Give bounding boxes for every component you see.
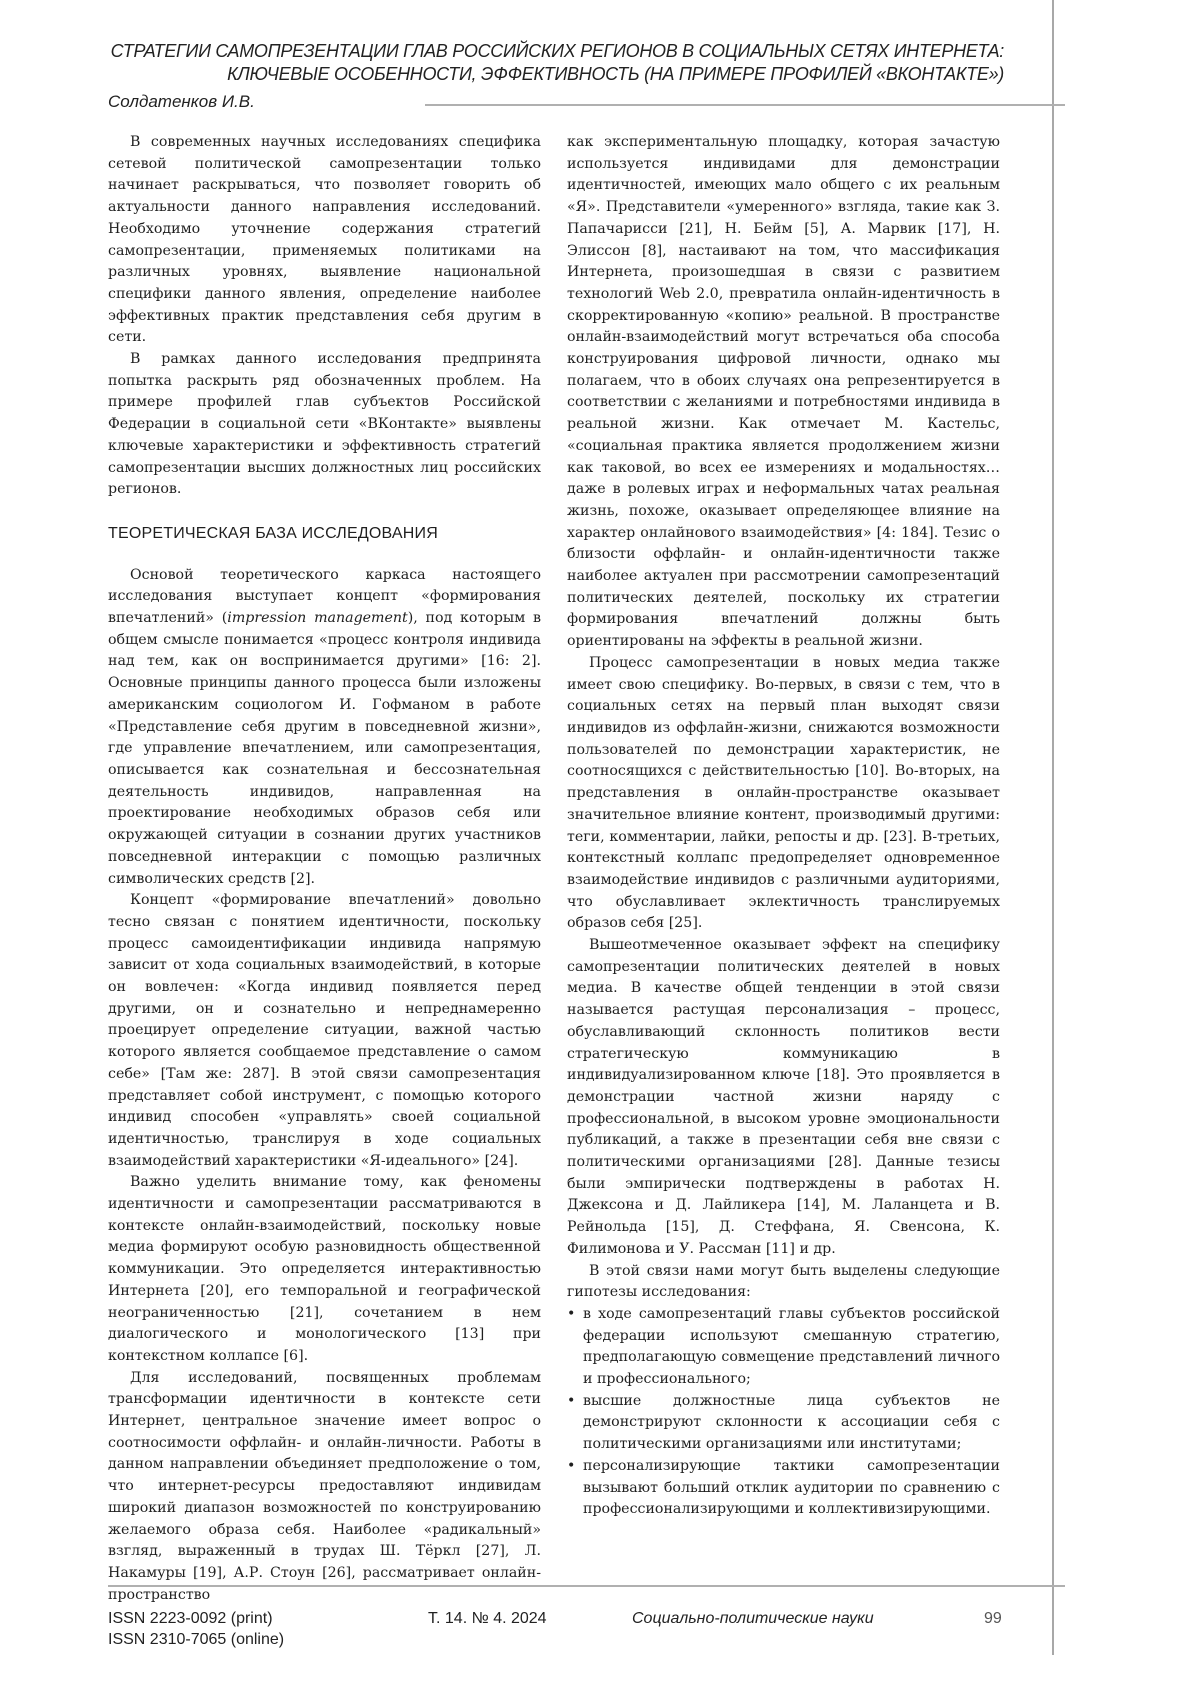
margin-vertical-rule — [1052, 0, 1054, 1655]
list-item-text: высшие должностные лица субъектов не демонстрируют склонности к ассоциации себя с политическими организациями или институтами; — [583, 1393, 1000, 1452]
list-item-text: персонализирующие тактики самопрезентации вызывают больший отклик аудитории по сравнению с профессионализирующими и коллективизирующими. — [583, 1458, 1000, 1517]
list-item — [567, 1304, 1000, 1391]
paragraph: В современных научных исследованиях специфика сетевой политической самопрезентации только начинает раскрываться, что позволяет говорить об актуальности данного направления исследований. Необходимо уточнение содержания стратегий самопрезентации, применяемых политиками на различных уровнях, выявление национальной специфики данного явления, определение наиболее эффективных практик представления себя другим в сети. — [108, 132, 541, 349]
paragraph: Важно уделить внимание тому, как феномены идентичности и самопрезентации рассматриваются в контексте онлайн-взаимодействий, поскольку новые медиа формируют особую разновидность общественной коммуникации. Это определяется интерактивностью Интернета [20], его темпоральной и географической неограниченностью [21], сочетанием в нем диалогического и монологического [13] при контекстном коллапсе [6]. — [108, 1172, 541, 1367]
issn-online: ISSN 2310-7065 (online) — [108, 1629, 284, 1650]
paragraph: В этой связи нами могут быть выделены следующие гипотезы исследования: — [567, 1261, 1000, 1304]
paragraph: Для исследований, посвященных проблемам трансформации идентичности в контексте сети Интернет, центральное значение имеет вопрос о соотносимости оффлайн- и онлайн-личности. Работы в данном направлении объединяет предположение о том, что интернет-ресурсы предоставляют индивидам широкий диапазон возможностей по конструированию желаемого образа себя. Наиболее «радикальный» взгляд, выраженный в трудах Ш. Тёркл [27], Л. Накамуры [19], А.Р. Стоун [26], рассматривает онлайн-пространство — [108, 1368, 541, 1607]
footer-journal-name: Социально-политические науки — [632, 1608, 874, 1629]
issn-print: ISSN 2223-0092 (print) — [108, 1608, 284, 1629]
bullet-icon: • — [567, 1391, 575, 1413]
bullet-icon: • — [567, 1304, 575, 1326]
list-item — [567, 1456, 1000, 1521]
left-column — [108, 132, 541, 1606]
paragraph: В рамках данного исследования предпринята попытка раскрыть ряд обозначенных проблем. На примере профилей глав субъектов Российской Федерации в социальной сети «ВКонтакте» выявлены ключевые характеристики и эффективность стратегий самопрезентации высших должностных лиц российских регионов. — [108, 349, 541, 501]
paragraph: Вышеотмеченное оказывает эффект на специфику самопрезентации политических деятелей в новых медиа. В качестве общей тенденции в этой связи называется растущая персонализация – процесс, обуславливающий склонность политиков вести стратегическую коммуникацию в индивидуализированном ключе [18]. Это проявляется в демонстрации частной жизни наряду с профессиональной, в высоком уровне эмоциональности публикаций, а также в презентации себя вне связи с политическими организациями [28]. Данные тезисы были эмпирически подтверждены в работах Н. Джексона и Д. Лайликера [14], М. Лаланцета и В. Рейнольда [15], Д. Стеффана, Я. Свенсона, К. Филимонова и У. Рассман [11] и др. — [567, 935, 1000, 1261]
header-rule — [425, 104, 1065, 106]
footer-volume: Т. 14. № 4. 2024 — [428, 1608, 547, 1629]
page-number: 99 — [984, 1608, 1002, 1629]
text: Основой теоретического каркаса настоящего исследования выступает концепт «формирования впечатлений» ( — [108, 567, 541, 626]
running-title — [104, 40, 1004, 86]
bullet-icon: • — [567, 1456, 575, 1478]
section-heading: ТЕОРЕТИЧЕСКАЯ БАЗА ИССЛЕДОВАНИЯ — [108, 523, 541, 545]
running-title-line-2: КЛЮЧЕВЫЕ ОСОБЕННОСТИ, ЭФФЕКТИВНОСТЬ (НА ПРИМЕРЕ ПРОФИЛЕЙ «ВКОНТАКТЕ») — [104, 63, 1004, 86]
list-item — [567, 1391, 1000, 1456]
paragraph — [108, 565, 541, 891]
running-title-line-1: СТРАТЕГИИ САМОПРЕЗЕНТАЦИИ ГЛАВ РОССИЙСКИХ РЕГИОНОВ В СОЦИАЛЬНЫХ СЕТЯХ ИНТЕРНЕТА: — [104, 40, 1004, 63]
footer-issn — [108, 1608, 284, 1650]
list-item-text: в ходе самопрезентаций главы субъектов российской федерации используют смешанную стратегию, предполагающую совмещение представлений личного и профессионального; — [583, 1306, 1000, 1387]
hypotheses-list — [567, 1304, 1000, 1521]
right-column — [567, 132, 1000, 1521]
paragraph-continued: как экспериментальную площадку, которая зачастую используется индивидами для демонстрации идентичностей, имеющих мало общего с их реальным «Я». Представители «умеренного» взгляда, такие как З. Папачарисси [21], Н. Бейм [5], А. Марвик [17], Н. Элиссон [8], настаивают на том, что массификация Интернета, произошедшая в связи с развитием технологий Web 2.0, превратила онлайн-идентичность в скорректированную «копию» реальной. В пространстве онлайн-взаимодействий могут встречаться оба способа конструирования цифровой личности, однако мы полагаем, что в обоих случаях она репрезентируется в соответствии с желаниями и потребностями индивида в реальной жизни. Как отмечает М. Кастельс, «социальная практика является продолжением жизни как таковой, во всех ее измерениях и модальностях… даже в ролевых играх и неформальных чатах реальная жизнь, похоже, оказывает определяющее влияние на характер онлайнового взаимодействия» [4: 184]. Тезис о близости оффлайн- и онлайн-идентичности также наиболее актуален при рассмотрении самопрезентаций политических деятелей, поскольку их стратегии формирования впечатлений должны быть ориентированы на эффекты в реальной жизни. — [567, 132, 1000, 653]
author-name: Солдатенков И.В. — [108, 92, 255, 112]
text: ), под которым в общем смысле понимается «процесс контроля индивида над тем, как он воспринимается другими» [16: 2]. Основные принципы данного процесса были изложены американским социологом И. Гофманом в работе «Представление себя другим в повседневной жизни», где управление впечатлением, или самопрезентация, описывается как сознательная и бессознательная деятельность индивидов, направленная на проектирование необходимых образов себя или окружающей ситуации в сознании других участников повседневной интеракции с помощью различных символических средств [2]. — [108, 610, 541, 886]
paragraph: Процесс самопрезентации в новых медиа также имеет свою специфику. Во-первых, в связи с тем, что в социальных сетях на первый план выходят связи индивидов из оффлайн-жизни, снижаются возможности пользователей по демонстрации характеристик, не соотносящихся с действительностью [10]. Во-вторых, на представления в онлайн-пространстве оказывает значительное влияние контент, производимый другими: теги, комментарии, лайки, репосты и др. [23]. В-третьих, контекстный коллапс предопределяет одновременное взаимодействие индивидов с различными аудиториями, что обуславливает эклектичность транслируемых образов себя [25]. — [567, 653, 1000, 935]
paragraph: Концепт «формирование впечатлений» довольно тесно связан с понятием идентичности, поскольку процесс самоидентификации индивида напрямую зависит от хода социальных взаимодействий, в которые он вовлечен: «Когда индивид появляется перед другими, он и сознательно и непреднамеренно проецирует определение ситуации, важной частью которого является сообщаемое представление о самом себе» [Там же: 287]. В этой связи самопрезентация представляет собой инструмент, с помощью которого индивид способен «управлять» своей социальной идентичностью, транслируя в ходе социальных взаимодействий характеристики «Я-идеального» [24]. — [108, 890, 541, 1172]
italic-term: impression management — [227, 610, 407, 626]
